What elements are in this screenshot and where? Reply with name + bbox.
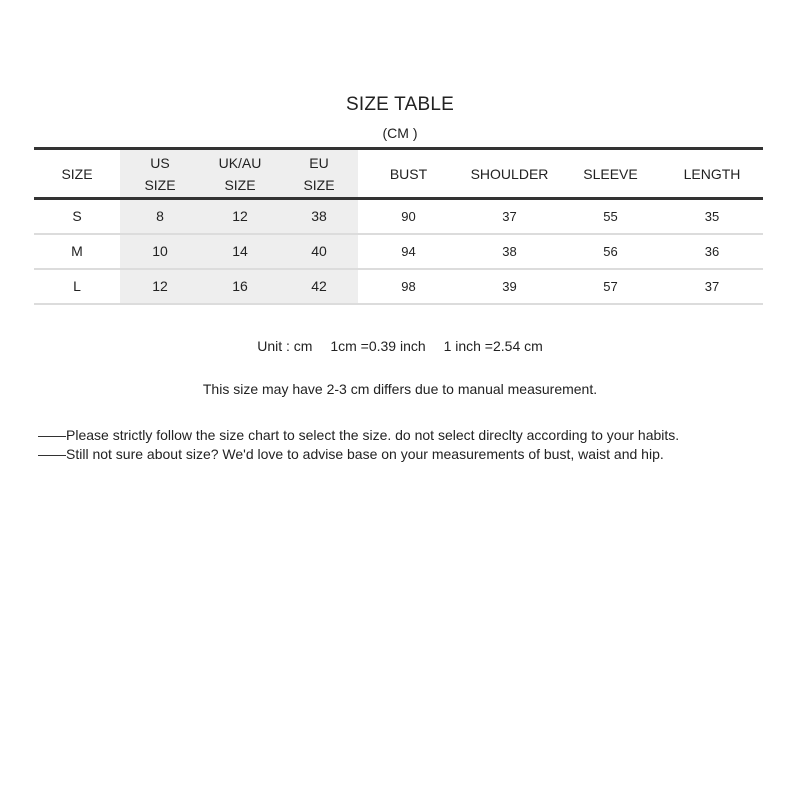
cell-eu-size: 40 [280,234,358,269]
advice-line-follow-chart: ——Please strictly follow the size chart to select the size. do not select direclty according to your habits. [38,427,680,443]
cell-sleeve: 57 [560,269,661,304]
page-title: SIZE TABLE [346,94,454,115]
cell-sleeve: 55 [560,199,661,234]
unit-label: Unit : cm [257,338,313,354]
cell-size: L [34,269,120,304]
cell-us-size: 12 [120,269,200,304]
advice-line-not-sure: ——Still not sure about size? We'd love to advise base on your measurements of bust, waist and hip. [38,446,664,462]
unit-conversion-note [0,338,800,354]
cell-bust: 94 [358,234,459,269]
header-shoulder: SHOULDER [459,149,560,199]
table-row [34,269,763,304]
header-bust: BUST [358,149,459,199]
cell-uk-au-size: 12 [200,199,280,234]
cell-bust: 98 [358,269,459,304]
cell-size: S [34,199,120,234]
cell-shoulder: 37 [459,199,560,234]
inch-to-cm-label: 1 inch =2.54 cm [443,338,543,354]
cell-uk-au-size: 16 [200,269,280,304]
cell-shoulder: 39 [459,269,560,304]
cell-sleeve: 56 [560,234,661,269]
cell-shoulder: 38 [459,234,560,269]
table-row [34,199,763,234]
header-sleeve: SLEEVE [560,149,661,199]
table-row [34,234,763,269]
cell-us-size: 10 [120,234,200,269]
size-table-container [34,147,763,305]
cell-size: M [34,234,120,269]
cell-length: 37 [661,269,763,304]
header-size: SIZE [34,149,120,199]
cell-eu-size: 42 [280,269,358,304]
cell-eu-size: 38 [280,199,358,234]
cell-length: 35 [661,199,763,234]
unit-subtitle: (CM ) [382,125,418,141]
cell-length: 36 [661,234,763,269]
cell-bust: 90 [358,199,459,234]
header-length: LENGTH [661,149,763,199]
cm-to-inch-label: 1cm =0.39 inch [330,338,426,354]
header-us-size: US SIZE [120,149,200,199]
cell-uk-au-size: 14 [200,234,280,269]
header-eu-size: EU SIZE [280,149,358,199]
header-uk-au-size: UK/AU SIZE [200,149,280,199]
size-table [34,147,763,305]
measurement-differ-note: This size may have 2-3 cm differs due to manual measurement. [202,381,598,397]
cell-us-size: 8 [120,199,200,234]
table-header-row [34,149,763,199]
